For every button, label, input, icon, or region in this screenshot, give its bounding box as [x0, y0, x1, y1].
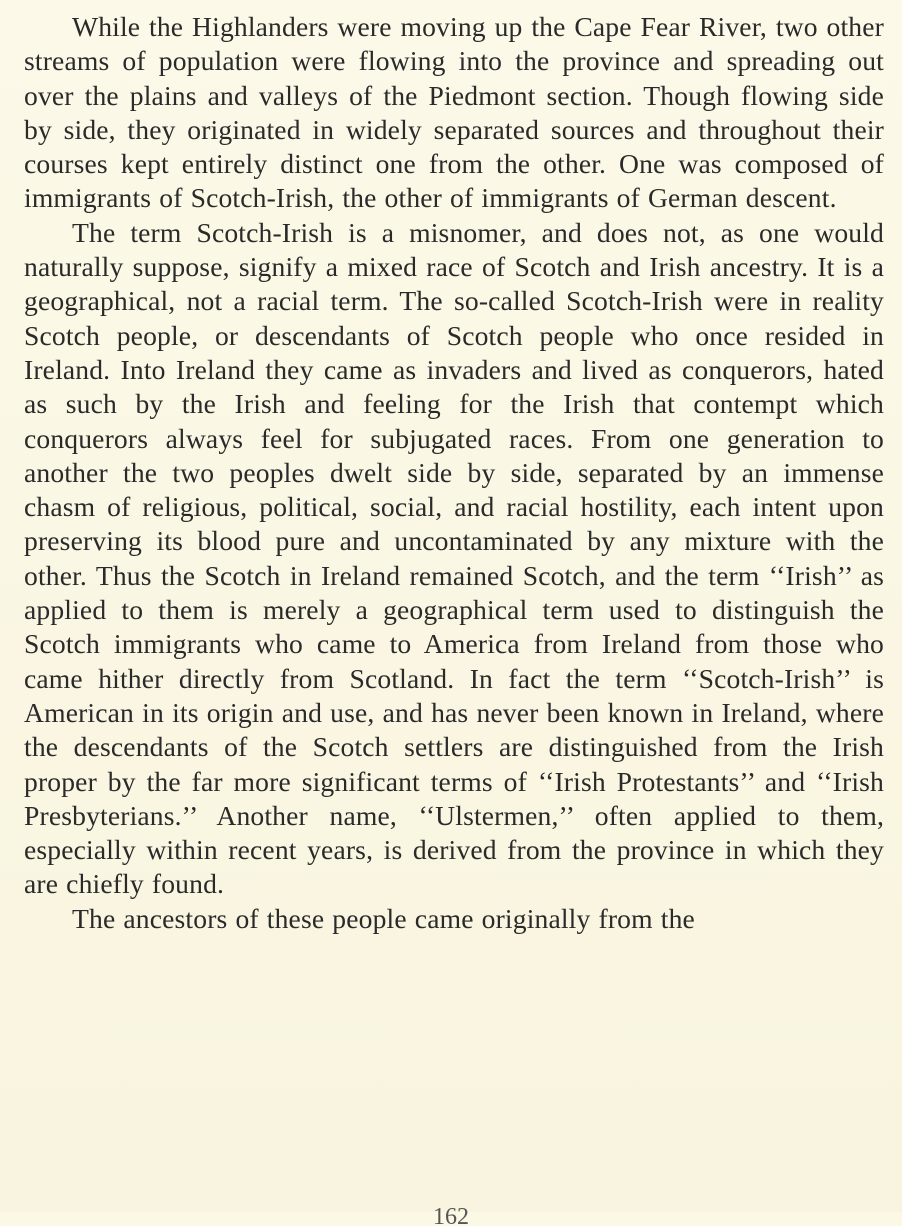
- paragraph-2: The term Scotch-Irish is a misnomer, and does not, as one would naturally suppose, signify a mixed race of Scotch and Irish ancestry. It is a geographical, not a racial term. The so-called Scotch-Irish were in reality Scotch people, or descendants of Scotch people who once resided in Ireland. Into Ireland they came as invaders and lived as conquerors, hated as such by the Irish and feeling for the Irish that contempt which conquerors always feel for subjugated races. From one generation to another the two peoples dwelt side by side, separated by an immense chasm of religious, political, social, and racial hostility, each intent upon preserving its blood pure and uncontaminated by any mixture with the other. Thus the Scotch in Ireland remained Scotch, and the term ‘‘Irish’’ as applied to them is merely a geographical term used to distinguish the Scotch immigrants who came to America from Ireland from those who came hither directly from Scotland. In fact the term ‘‘Scotch-Irish’’ is American in its origin and use, and has never been known in Ireland, where the descendants of the Scotch settlers are distinguished from the Irish proper by the far more significant terms of ‘‘Irish Protestants’’ and ‘‘Irish Presbyterians.’’ Another name, ‘‘Ulstermen,’’ often applied to them, especially within recent years, is derived from the province in which they are chiefly found.: [24, 216, 884, 900]
- paragraph-3: The ancestors of these people came originally from the: [72, 902, 695, 934]
- paragraph-1: While the Highlanders were moving up the Cape Fear River, two other streams of population were flowing into the province and spreading out over the plains and valleys of the Piedmont section. Though flowing side by side, they originated in widely separated sources and throughout their courses kept entirely distinct one from the other. One was composed of immigrants of Scotch-Irish, the other of immigrants of German descent.: [24, 11, 884, 214]
- page-number: 162: [433, 1204, 469, 1226]
